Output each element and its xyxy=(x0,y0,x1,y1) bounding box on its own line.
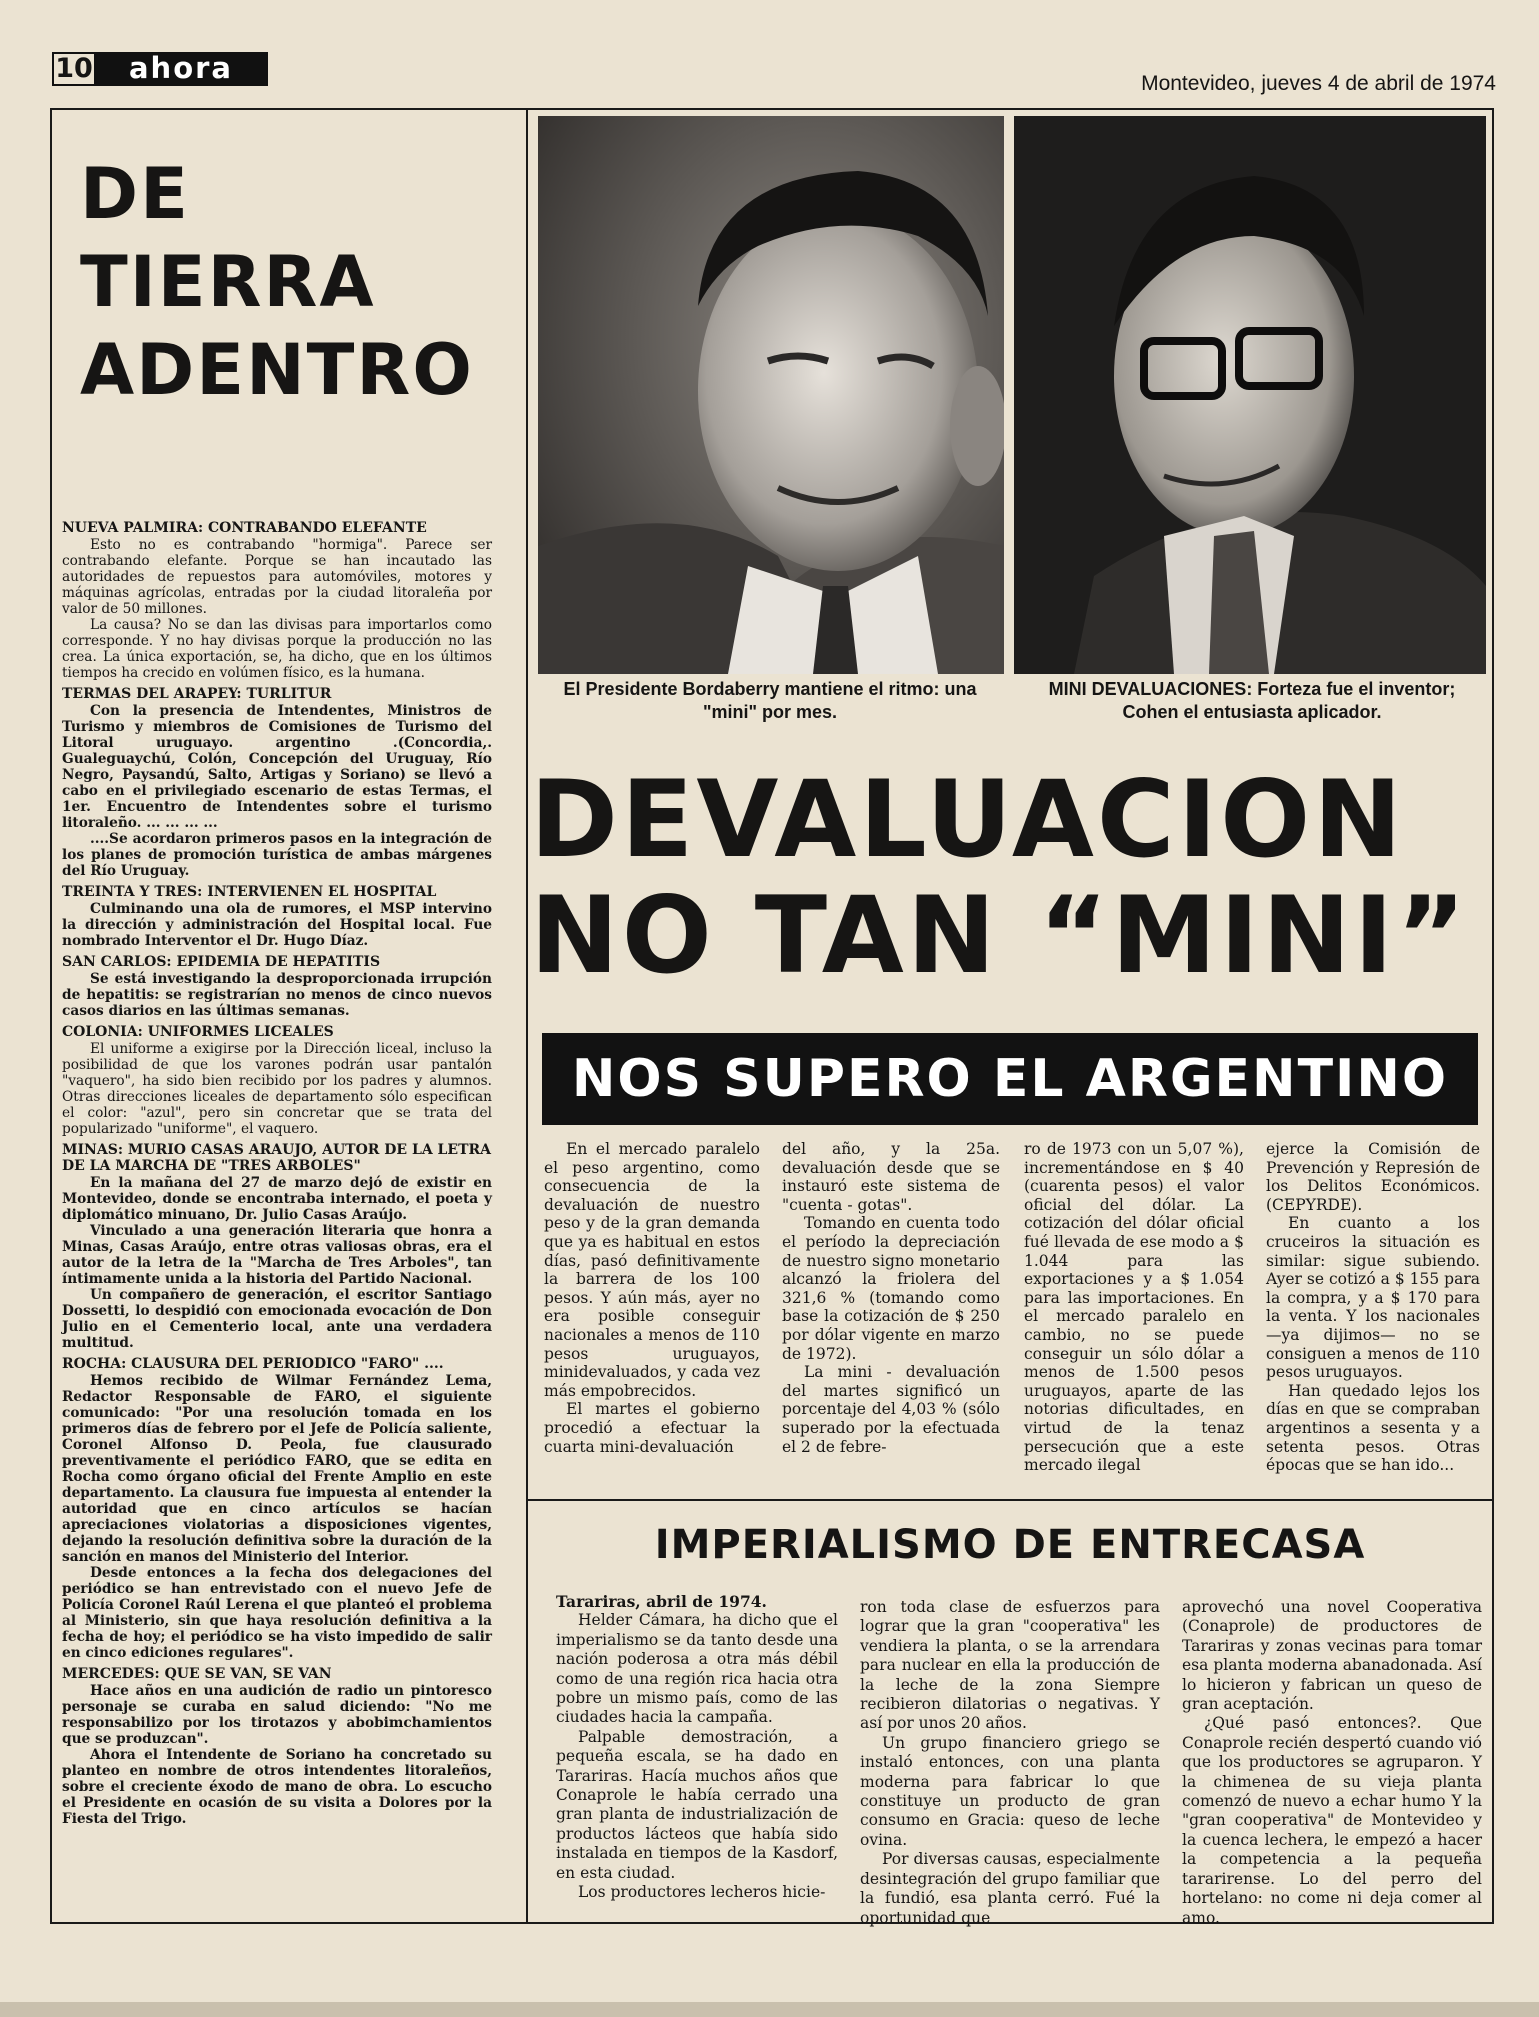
subheadline-banner: NOS SUPERO EL ARGENTINO xyxy=(542,1033,1478,1125)
article-paragraph: En el mercado paralelo el peso argentino, como consecuencia de la devaluación de nuestro peso y de la gran demanda que ya es habitual en estos días, pasó definitivamente la barrera de los 100 pesos. Y aún más, ayer no era posible conseguir nacionales a menos de 110 pesos uruguayos, minidevaluados, y cada vez más empobrecidos. xyxy=(544,1140,760,1400)
news-item xyxy=(62,1666,492,1827)
news-item xyxy=(62,520,492,681)
article-paragraph: Helder Cámara, ha dicho que el imperialismo se da tanto desde una nación poderosa a otra más débil como de una región rica hacia otra pobre un mismo país, como de las ciudades hacia la campaña. xyxy=(556,1611,838,1727)
photo-caption-right: MINI DEVALUACIONES: Forteza fue el inventor; Cohen el entusiasta aplicador. xyxy=(1048,679,1456,722)
title-line: DE xyxy=(80,153,190,235)
news-item xyxy=(62,1024,492,1137)
news-item xyxy=(62,884,492,949)
article-paragraph: del año, y la 25a. devaluación desde que se instauró este sistema de "cuenta - gotas". xyxy=(782,1140,1000,1214)
article-paragraph: aprovechó una novel Cooperativa (Conaprole) de productores de Tarariras y zonas vecinas para tomar esa planta moderna abanadonada. Así lo hicieron y fabrican un queso de gran aceptación. xyxy=(1182,1598,1482,1714)
regional-news-column xyxy=(62,520,492,1832)
headline-line: DEVALUACION xyxy=(530,758,1405,881)
article-paragraph: ron toda clase de esfuerzos para lograr que la gran "cooperativa" les vendiera la planta, o se la arrendara para nuclear en ella la producción de la leche de la zona Siempre recibieron dilatorias o negativas. Y así por unos 20 años. xyxy=(860,1598,1160,1733)
news-item xyxy=(62,686,492,879)
article-column xyxy=(860,1598,1160,1928)
news-paragraph: Desde entonces a la fecha dos delegaciones del periódico se han entrevistado con el nuevo Jefe de Policía Coronel Raúl Lerena el que planteó el problema al Ministerio, sin que haya resolución definitiva a la fecha de hoy; el periódico se ha visto impedido de salir en cinco ediciones regulares". xyxy=(62,1565,492,1661)
news-paragraph: El uniforme a exigirse por la Dirección liceal, incluso la posibilidad de que los varones podrán usar pantalón "vaquero", ha sido bien recibido por los padres y alumnos. Otras direcciones liceales de departamento sólo especifican el color: "azul", pero sin concretar que se trata del popularizado "uniforme", el vaquero. xyxy=(62,1041,492,1137)
title-line: TIERRA xyxy=(80,241,376,323)
news-item xyxy=(62,954,492,1019)
news-heading: ROCHA: CLAUSURA DEL PERIODICO "FARO" .... xyxy=(62,1356,444,1372)
news-heading: MERCEDES: QUE SE VAN, SE VAN xyxy=(62,1666,332,1682)
news-paragraph: Ahora el Intendente de Soriano ha concretado su planteo en nombre de otros intendentes litoraleños, sobre el creciente éxodo de mano de obra. Lo escucho el Presidente en ocasión de su visita a Dolores por la Fiesta del Trigo. xyxy=(62,1747,492,1827)
article-paragraph: Tomando en cuenta todo el período la depreciación de nuestro signo monetario alcanzó la friolera del 321,6 % (tomando como base la cotización de $ 250 por dólar vigente en marzo de 1972). xyxy=(782,1214,1000,1363)
news-paragraph: Hemos recibido de Wilmar Fernández Lema, Redactor Responsable de FARO, el siguiente comunicado: "Por una resolución tomada en los primeros días de febrero por el Jefe de Policía saliente, Coronel Alfonso D. Peola, fue clausurado preventivamente el periódico FARO, que se edita en Rocha como órgano oficial del Frente Amplio en este departamento. La clausura fue impuesta al entender la autoridad que en cinco artículos se hacían apreciaciones violatorias a disposiciones vigentes, dejando la resolución definitiva sobre la duración de la sanción en manos del Ministerio del Interior. xyxy=(62,1373,492,1565)
article-column xyxy=(1266,1140,1480,1475)
photo-caption-left: El Presidente Bordaberry mantiene el ritmo: una "mini" por mes. xyxy=(563,679,977,722)
issue-dateline: Montevideo, jueves 4 de abril de 1974 xyxy=(1141,72,1496,95)
photo-forteza xyxy=(1014,116,1486,674)
news-heading: COLONIA: UNIFORMES LICEALES xyxy=(62,1024,334,1040)
article-paragraph: Palpable demostración, a pequeña escala, se ha dado en Tarariras. Hacía muchos años que Conaprole le había cerrado una gran planta de industrialización de productos lácteos que había sido instalada en tiempos de la Kasdorf, en esta ciudad. xyxy=(556,1727,838,1882)
article-paragraph: ro de 1973 con un 5,07 %), incrementándose en $ 40 (cuarenta pesos) el valor oficial del dólar. La cotización del dólar oficial fué llevada de ese modo a $ 1.044 para las exportaciones y a $ 1.054 para las importaciones. En el mercado paralelo en cambio, no se puede conseguir un sólo dólar a menos de 1.500 pesos uruguayos, aparte de las notorias dificultades, en virtud de la tenaz persecución que a este mercado ilegal xyxy=(1024,1140,1244,1475)
news-paragraph: ....Se acordaron primeros pasos en la integración de los planes de promoción turística de ambas márgenes del Río Uruguay. xyxy=(62,831,492,879)
article-paragraph: Han quedado lejos los días en que se compraban argentinos a sesenta y a setenta pesos. Otras épocas que se han ido... xyxy=(1266,1381,1480,1475)
news-paragraph: Vinculado a una generación literaria que honra a Minas, Casas Araújo, entre otras valiosas obras, era el autor de la letra de la "Marcha de Tres Arboles", tan íntimamente unida a la historia del Partido Nacional. xyxy=(62,1223,492,1287)
article-divider xyxy=(526,1499,1494,1501)
page-bottom-edge xyxy=(0,2002,1539,2017)
article-column xyxy=(1024,1140,1244,1475)
news-heading: SAN CARLOS: EPIDEMIA DE HEPATITIS xyxy=(62,954,381,970)
news-heading: TREINTA Y TRES: INTERVIENEN EL HOSPITAL xyxy=(62,884,437,900)
article-paragraph: Los productores lecheros hicie- xyxy=(578,1883,826,1902)
news-heading: MINAS: MURIO CASAS ARAUJO, AUTOR DE LA LETRA DE LA MARCHA DE "TRES ARBOLES" xyxy=(62,1142,491,1174)
main-headline xyxy=(530,758,1498,997)
news-paragraph: La causa? No se dan las divisas para importarlos como corresponde. Y no hay divisas porque la producción no las crea. La única exportación, se, ha dicho, que en los últimos tiempos ha crecido en volúmen físico, es la humana. xyxy=(62,617,492,681)
section-title xyxy=(80,150,500,414)
article-paragraph: La mini - devaluación del martes significó un porcentaje del 4,03 % (sólo superado por la efectuada el 2 de febre- xyxy=(782,1363,1000,1456)
portrait-man-icon xyxy=(538,116,1004,674)
news-paragraph: Con la presencia de Intendentes, Ministros de Turismo y miembros de Comisiones de Turismo del Litoral uruguayo. argentino .(Concordia,. Gualeguaychú, Colón, Concepción del Uruguay, Río Negro, Paysandú, Salto, Artigas y Soriano) se llevó a cabo en el privilegiado escenario de estas Termas, el 1er. Encuentro de Intendentes sobre el turismo litoraleño. ... ... ... ... xyxy=(62,703,492,831)
portrait-man-glasses-icon xyxy=(1014,116,1486,674)
news-item xyxy=(62,1142,492,1351)
news-paragraph: Se está investigando la desproporcionada irrupción de hepatitis: se registrarían no menos de cinco nuevos casos diarios en las últimas semanas. xyxy=(62,971,492,1019)
news-paragraph: Esto no es contrabando "hormiga". Parece ser contrabando elefante. Porque se han incautado las autoridades de repuestos para automóviles, motores y máquinas agrícolas, entradas por la ciudad litoraleña por valor de 50 millones. xyxy=(62,537,492,617)
news-heading: TERMAS DEL ARAPEY: TURLITUR xyxy=(62,686,332,702)
article-column xyxy=(544,1140,760,1456)
news-paragraph: Un compañero de generación, el escritor Santiago Dossetti, lo despidió con emocionada evocación de Don Julio en el Cementerio local, ante una verdadera multitud. xyxy=(62,1287,492,1351)
article-paragraph: ¿Qué pasó entonces?. Que Conaprole recién despertó cuando vió que los productores se agruparon. Y la chimenea de su vieja planta comenzó de nuevo a echar humo Y la "gran cooperativa" de Montevideo y la cuenca lechera, le empezó a hacer la competencia a la pequeña tararirense. Lo del perro del hortelano: no come ni deja comer al amo. xyxy=(1182,1714,1482,1927)
article-heading: IMPERIALISMO DE ENTRECASA xyxy=(654,1522,1366,1568)
article-column xyxy=(1182,1598,1482,1928)
photo-bordaberry xyxy=(538,116,1004,674)
article-column xyxy=(556,1592,838,1903)
article-paragraph: Por diversas causas, especialmente desintegración del grupo familiar que la fundió, esa planta cerró. Fué la oportunidad que xyxy=(860,1850,1160,1927)
article-dateline: Tarariras, abril de 1974. xyxy=(556,1592,767,1611)
article-paragraph: En cuanto a los cruceiros la situación es similar: sigue subiendo. Ayer se cotizó a $ 155 para la compra, y a $ 170 para la venta. Y los nacionales —ya dijimos— no se consiguen a menos de 110 pesos uruguayos. xyxy=(1266,1214,1480,1382)
article-column xyxy=(782,1140,1000,1456)
news-paragraph: En la mañana del 27 de marzo dejó de existir en Montevideo, donde se encontraba internado, el poeta y diplomático minuano, Dr. Julio Casas Araújo. xyxy=(62,1175,492,1223)
news-paragraph: Culminando una ola de rumores, el MSP intervino la dirección y administración del Hospital local. Fue nombrado Interventor el Dr. Hugo Díaz. xyxy=(62,901,492,949)
article-paragraph: ejerce la Comisión de Prevención y Represión de los Delitos Económicos. (CEPYRDE). xyxy=(1266,1140,1480,1214)
article-paragraph: Un grupo financiero griego se instaló entonces, con una planta moderna para fabricar lo que constituye un producto de gran consumo en Gracia: queso de leche ovina. xyxy=(860,1733,1160,1849)
headline-line: NO TAN “MINI” xyxy=(530,874,1469,997)
title-line: ADENTRO xyxy=(80,329,474,411)
news-heading: NUEVA PALMIRA: CONTRABANDO ELEFANTE xyxy=(62,520,427,536)
masthead-logo: ahora xyxy=(94,52,268,86)
news-item xyxy=(62,1356,492,1661)
news-paragraph: Hace años en una audición de radio un pintoresco personaje se curaba en salud diciendo: "No me responsabilizo por los tirotazos y abobimchamientos que se produzcan". xyxy=(62,1683,492,1747)
page-number: 10 xyxy=(52,52,96,86)
article-paragraph: El martes el gobierno procedió a efectuar la cuarta mini-devaluación xyxy=(544,1400,760,1456)
